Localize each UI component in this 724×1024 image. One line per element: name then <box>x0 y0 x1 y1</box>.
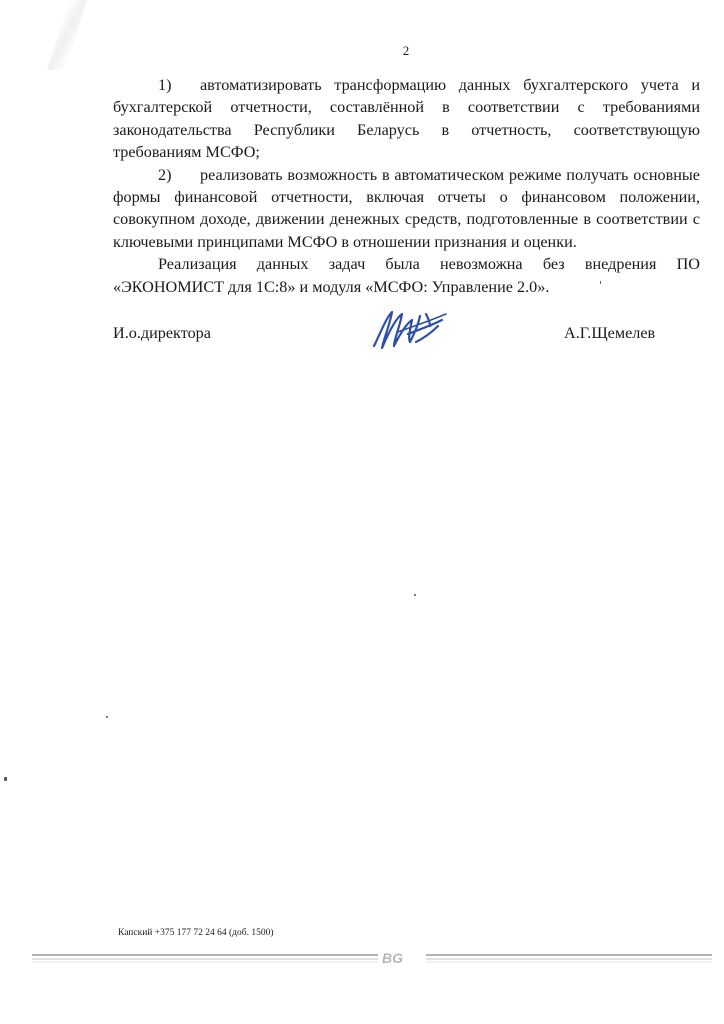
page-number: 2 <box>402 43 410 58</box>
letter-body <box>113 74 700 298</box>
footer-letterhead-line <box>32 950 712 966</box>
signatory-title: И.о.директора <box>113 324 211 342</box>
scan-speck <box>600 281 601 284</box>
list-item-text: автоматизировать трансформацию данных бухгалтерского учета и бухгалтерской отчетности, составлённой в соответствии с требованиями законодательства Республики Беларусь в отчетность, соответствующую требованиям МСФО; <box>113 76 700 162</box>
list-item-1 <box>113 74 700 164</box>
handwritten-signature <box>368 304 450 352</box>
signature-block <box>113 318 700 358</box>
scan-artifact <box>47 0 88 70</box>
footer-logo: BG <box>382 950 403 966</box>
scan-speck <box>106 716 108 718</box>
scan-speck <box>414 594 416 596</box>
list-item-number: 1) <box>158 76 172 94</box>
scan-speck <box>4 777 7 781</box>
list-item-number: 2) <box>158 165 172 184</box>
list-item-2 <box>113 164 700 254</box>
footer-contact: Капский +375 177 72 24 64 (доб. 1500) <box>118 928 274 938</box>
list-item-text: реализовать возможность в автоматическом режиме получать основные формы финансовой отчетности, включая отчеты о финансовом положении, совокупном доходе, движении денежных средств, подготовленные в соответствии с ключевыми принципами МСФО в отношении признания и оценки. <box>113 165 700 251</box>
conclusion-paragraph: Реализация данных задач была невозможна без внедрения ПО «ЭКОНОМИСТ для 1С:8» и модуля «МСФО: Управление 2.0». <box>113 255 700 296</box>
signatory-name: А.Г.Щемелев <box>564 324 656 342</box>
